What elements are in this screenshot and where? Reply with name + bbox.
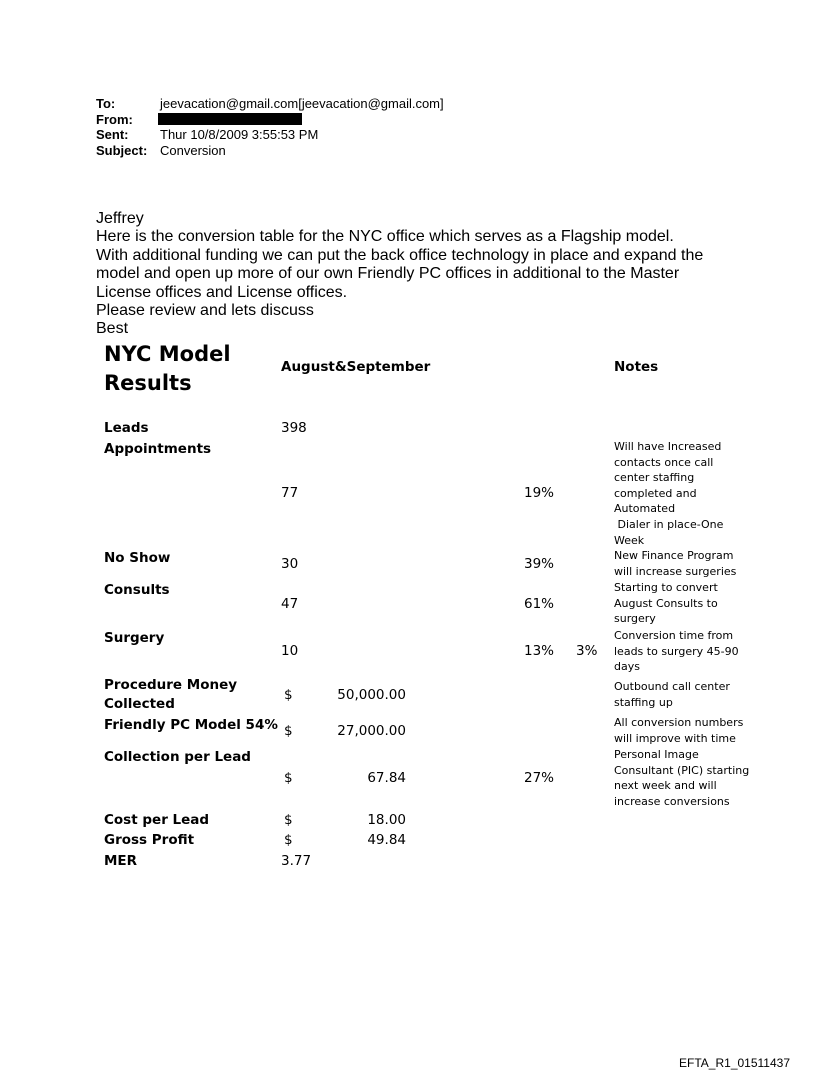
note-line: Week <box>614 533 645 547</box>
gross-profit-amount: 49.84 <box>367 832 406 848</box>
no-show-pct: 39% <box>524 556 555 572</box>
body-line: Please review and lets discuss <box>96 302 314 320</box>
note-line: Will have Increased <box>614 440 722 453</box>
procedure-money-label-line2: Collected <box>104 696 175 712</box>
collection-per-lead-note <box>614 747 749 809</box>
body-line: Here is the conversion table for the NYC office which serves as a Flagship model. <box>96 228 674 246</box>
note-line: Outbound call center <box>614 680 730 693</box>
subject-label: Subject: <box>96 142 148 158</box>
procedure-money-label-line1: Procedure Money <box>104 677 238 693</box>
collection-per-lead-pct: 27% <box>524 770 555 786</box>
note-line: completed and <box>614 486 697 500</box>
gross-profit-currency: $ <box>284 832 293 848</box>
note-line: leads to surgery 45-90 <box>614 644 739 658</box>
subject-value: Conversion <box>160 142 226 158</box>
no-show-label: No Show <box>104 550 171 566</box>
friendly-pc-note <box>614 715 743 746</box>
note-line: increase conversions <box>614 794 730 808</box>
surgery-label: Surgery <box>104 630 165 646</box>
note-line: New Finance Program <box>614 549 734 562</box>
table-title-line2: Results <box>104 371 192 395</box>
surgery-value: 10 <box>281 643 299 659</box>
no-show-note <box>614 548 736 579</box>
collection-per-lead-amount: 67.84 <box>367 770 406 786</box>
notes-column-header: Notes <box>614 359 659 375</box>
cost-per-lead-label: Cost per Lead <box>104 812 210 828</box>
mer-value: 3.77 <box>281 853 312 869</box>
note-line: Conversion time from <box>614 629 734 642</box>
note-line: will improve with time <box>614 731 736 745</box>
appointments-note <box>614 439 723 548</box>
friendly-pc-amount: 27,000.00 <box>337 723 406 739</box>
procedure-money-currency: $ <box>284 687 293 703</box>
collection-per-lead-currency: $ <box>284 770 293 786</box>
surgery-pct: 13% <box>524 643 555 659</box>
consults-label: Consults <box>104 582 170 598</box>
body-line: License offices and License offices. <box>96 283 348 301</box>
sent-value: Thur 10/8/2009 3:55:53 PM <box>160 127 319 142</box>
note-line: next week and will <box>614 779 717 793</box>
collection-per-lead-label: Collection per Lead <box>104 749 251 765</box>
table-title-line1: NYC Model <box>104 342 231 366</box>
body-line: Best <box>96 320 129 338</box>
note-line: will increase surgeries <box>614 564 737 578</box>
leads-value: 398 <box>281 420 307 436</box>
body-line: With additional funding we can put the back office technology in place and expand the <box>96 246 704 264</box>
gross-profit-label: Gross Profit <box>104 832 195 848</box>
from-label: From: <box>96 111 133 127</box>
surgery-note <box>614 628 739 675</box>
note-line: contacts once call <box>614 455 714 469</box>
no-show-value: 30 <box>281 556 299 572</box>
document-id: EFTA_R1_01511437 <box>679 1056 790 1070</box>
surgery-pct-secondary: 3% <box>576 643 598 659</box>
procedure-money-amount: 50,000.00 <box>337 687 406 703</box>
body-line: Jeffrey <box>96 210 144 227</box>
note-line: Personal Image <box>614 748 699 761</box>
procedure-money-note <box>614 679 730 710</box>
friendly-pc-currency: $ <box>284 723 293 739</box>
mer-label: MER <box>104 853 138 869</box>
note-line: August Consults to <box>614 596 718 610</box>
appointments-pct: 19% <box>524 485 555 501</box>
note-line: days <box>614 660 640 674</box>
consults-value: 47 <box>281 596 299 612</box>
to-value: jeevacation@gmail.com[jeevacation@gmail.com] <box>160 96 444 111</box>
sent-label: Sent: <box>96 127 129 142</box>
appointments-value: 77 <box>281 485 299 501</box>
cost-per-lead-amount: 18.00 <box>367 812 406 828</box>
to-label: To: <box>96 96 116 111</box>
note-line: Starting to convert <box>614 581 718 594</box>
appointments-label: Appointments <box>104 441 212 457</box>
note-line: staffing up <box>614 695 673 709</box>
body-line: model and open up more of our own Friendly PC offices in additional to the Master <box>96 265 680 283</box>
note-line: Dialer in place-One <box>614 517 724 531</box>
consults-note <box>614 580 718 627</box>
note-line: center staffing <box>614 471 695 485</box>
friendly-pc-label: Friendly PC Model 54% <box>104 717 278 733</box>
period-column-header: August&September <box>281 359 431 375</box>
note-line: Automated <box>614 502 676 516</box>
cost-per-lead-currency: $ <box>284 812 293 828</box>
note-line: Consultant (PIC) starting <box>614 763 750 777</box>
leads-label: Leads <box>104 420 149 436</box>
note-line: surgery <box>614 612 656 626</box>
note-line: All conversion numbers <box>614 716 744 729</box>
consults-pct: 61% <box>524 596 555 612</box>
